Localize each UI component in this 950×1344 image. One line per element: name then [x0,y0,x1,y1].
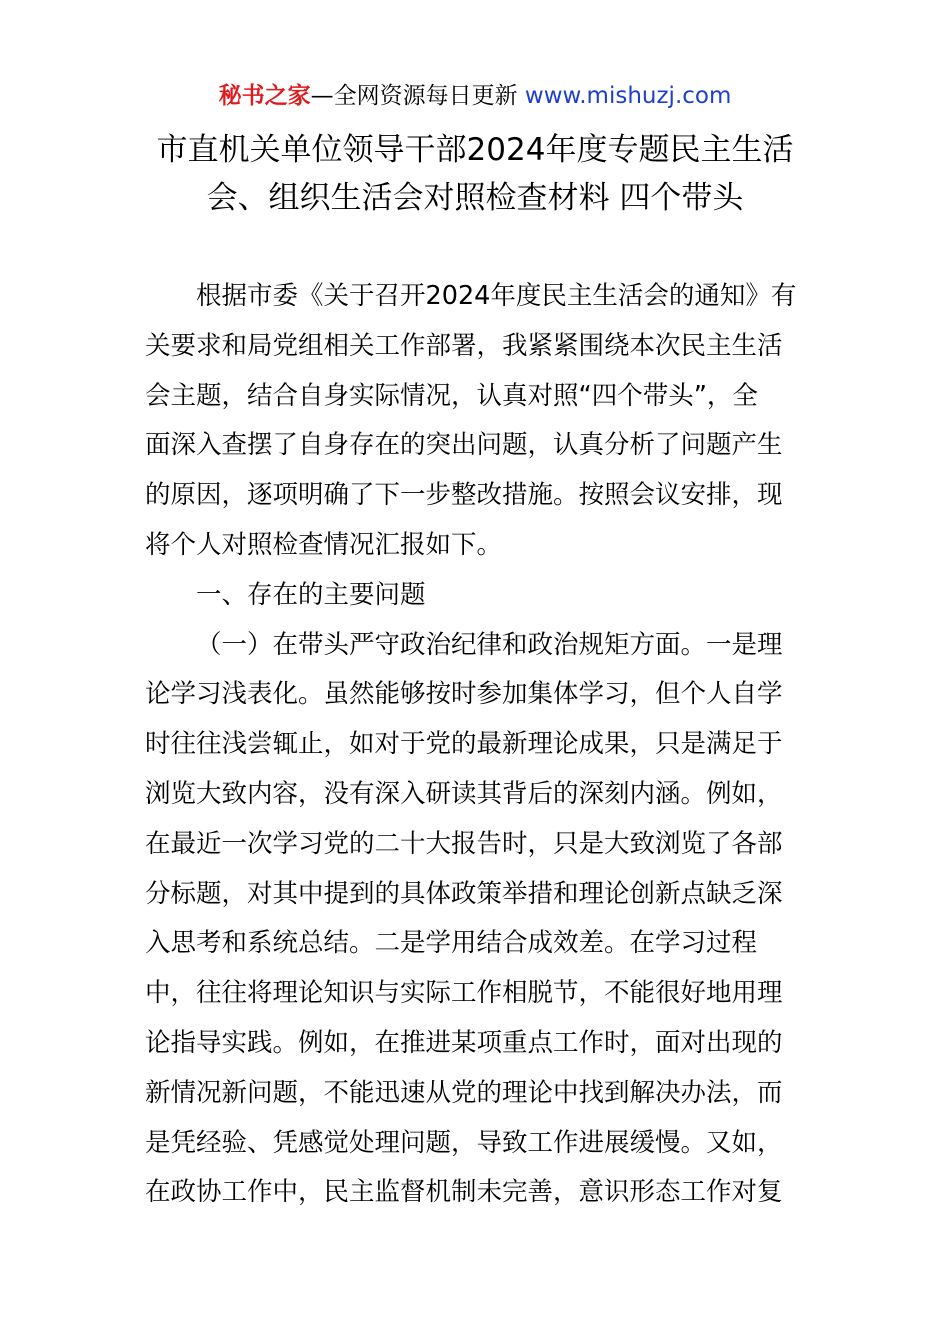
section-heading: 一、存在的主要问题 [196,579,426,610]
body-line: 论学习浅表化。虽然能够按时参加集体学习，但个人自学 [145,679,783,710]
document-body [145,272,811,1218]
body-line: 关要求和局党组相关工作部署，我紧紧围绕本次民主生活 [145,330,783,361]
body-line: 在政协工作中，民主监督机制未完善，意识形态工作对复 [145,1177,783,1208]
body-line: 分标题，对其中提到的具体政策举措和理论创新点缺乏深 [145,878,783,909]
site-url-link[interactable]: www.mishuzj.com [524,83,732,109]
body-line: 在最近一次学习党的二十大报告时，只是大致浏览了各部 [145,828,783,859]
body-line: 会主题，结合自身实际情况，认真对照“四个带头”，全 [145,380,758,411]
body-line: 将个人对照检查情况汇报如下。 [145,529,503,560]
body-line: 浏览大致内容，没有深入研读其背后的深刻内涵。例如， [145,778,783,809]
site-header [0,78,950,114]
header-tagline: —全网资源每日更新 [310,83,525,109]
body-line: 中，往往将理论知识与实际工作相脱节，不能很好地用理 [145,978,783,1009]
body-line: 论指导实践。例如，在推进某项重点工作时，面对出现的 [145,1027,783,1058]
document-title [120,126,830,222]
body-line: （一）在带头严守政治纪律和政治规矩方面。一是理 [196,629,783,660]
body-line: 入思考和系统总结。二是学用结合成效差。在学习过程 [145,928,758,959]
body-line: 根据市委《关于召开2024年度民主生活会的通知》有 [196,281,797,311]
brand-name: 秘书之家 [218,83,311,109]
body-line: 的原因，逐项明确了下一步整改措施。按照会议安排，现 [145,480,783,511]
body-line: 是凭经验、凭感觉处理问题，导致工作进展缓慢。又如， [145,1127,783,1158]
body-line: 时往往浅尝辄止，如对于党的最新理论成果，只是满足于 [145,729,783,760]
body-line: 新情况新问题，不能迅速从党的理论中找到解决办法，而 [145,1077,783,1108]
title-line-2: 会、组织生活会对照检查材料 四个带头 [206,180,744,216]
title-line-1: 市直机关单位领导干部2024年度专题民主生活 [156,132,794,168]
body-line: 面深入查摆了自身存在的突出问题，认真分析了问题产生 [145,430,783,461]
